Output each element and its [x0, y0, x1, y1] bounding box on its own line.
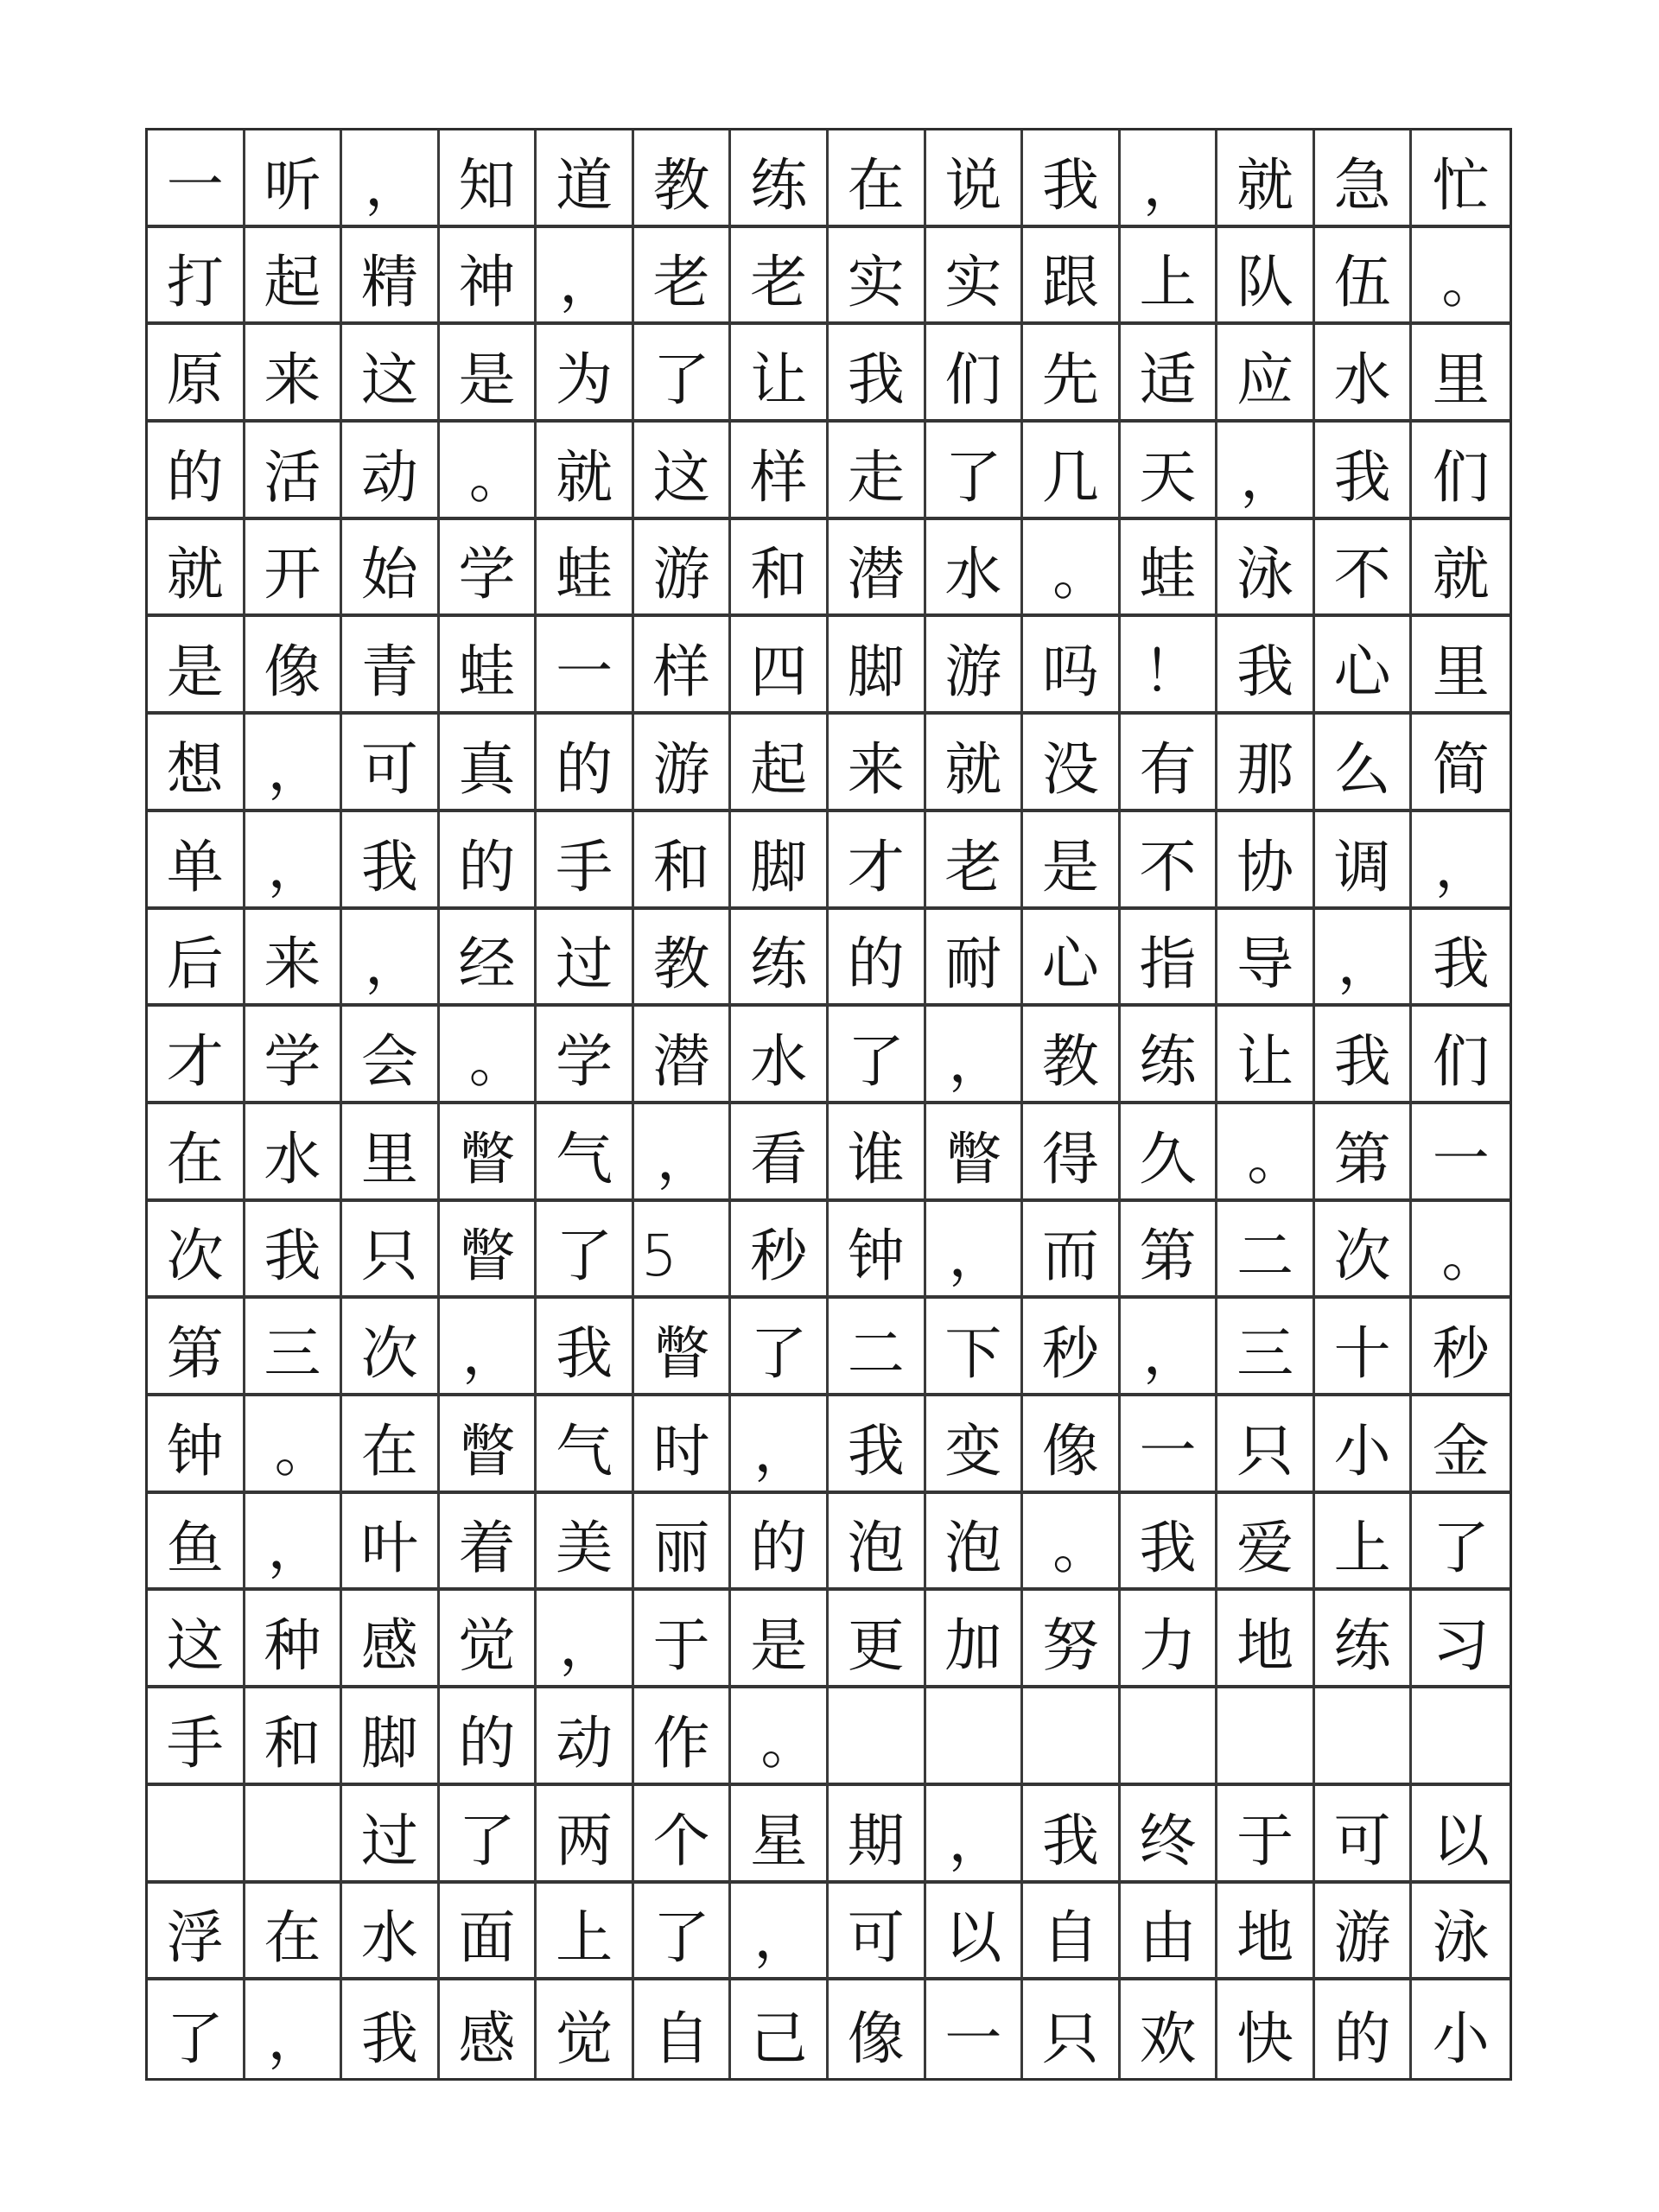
grid-cell: 脚 — [731, 812, 829, 910]
grid-cell: 以 — [1412, 1786, 1510, 1884]
grid-cell: 看 — [731, 1104, 829, 1202]
grid-cell: 快 — [1217, 1980, 1315, 2078]
grid-cell: 水 — [245, 1104, 343, 1202]
grid-cell: 在 — [148, 1104, 245, 1202]
grid-cell: 我 — [1315, 1007, 1413, 1104]
grid-cell: 变 — [926, 1396, 1024, 1494]
grid-cell: 于 — [634, 1591, 732, 1688]
grid-cell: 过 — [537, 910, 634, 1007]
grid-cell: 是 — [1023, 812, 1121, 910]
grid-cell: 游 — [1315, 1884, 1413, 1981]
grid-cell: ， — [1315, 910, 1413, 1007]
grid-cell: 手 — [148, 1688, 245, 1786]
grid-cell: 急 — [1315, 130, 1413, 228]
grid-cell: 在 — [342, 1396, 440, 1494]
grid-cell: 我 — [1023, 130, 1121, 228]
grid-cell: 实 — [829, 228, 926, 326]
grid-cell: 让 — [1217, 1007, 1315, 1104]
grid-cell: 心 — [1023, 910, 1121, 1007]
grid-cell: 游 — [634, 715, 732, 812]
grid-cell: 我 — [1023, 1786, 1121, 1884]
grid-cell: 单 — [148, 812, 245, 910]
grid-cell: 。 — [440, 1007, 537, 1104]
grid-cell-empty — [1121, 1688, 1218, 1786]
grid-cell: 和 — [731, 520, 829, 618]
grid-cell: 青 — [342, 617, 440, 715]
grid-cell: 一 — [926, 1980, 1024, 2078]
grid-cell: 地 — [1217, 1884, 1315, 1981]
grid-cell: 在 — [245, 1884, 343, 1981]
grid-cell: 泳 — [1412, 1884, 1510, 1981]
grid-cell: 就 — [1217, 130, 1315, 228]
grid-cell: 跟 — [1023, 228, 1121, 326]
grid-cell: 瞥 — [926, 1104, 1024, 1202]
grid-cell: 了 — [829, 1007, 926, 1104]
grid-cell: 伍 — [1315, 228, 1413, 326]
grid-cell: ， — [440, 1299, 537, 1396]
grid-cell: 只 — [342, 1202, 440, 1300]
grid-cell: 可 — [342, 715, 440, 812]
grid-cell: 丽 — [634, 1494, 732, 1592]
grid-cell: 调 — [1315, 812, 1413, 910]
grid-cell: 秒 — [731, 1202, 829, 1300]
grid-cell: 面 — [440, 1884, 537, 1981]
grid-cell: 习 — [1412, 1591, 1510, 1688]
grid-cell: 么 — [1315, 715, 1413, 812]
grid-cell: 小 — [1315, 1396, 1413, 1494]
grid-cell: 只 — [1023, 1980, 1121, 2078]
grid-cell: 知 — [440, 130, 537, 228]
grid-cell: 我 — [342, 1980, 440, 2078]
grid-cell: 老 — [731, 228, 829, 326]
grid-cell: 应 — [1217, 325, 1315, 423]
grid-cell: 二 — [829, 1299, 926, 1396]
grid-cell: 水 — [926, 520, 1024, 618]
grid-cell: 。 — [1217, 1104, 1315, 1202]
grid-cell: 气 — [537, 1104, 634, 1202]
grid-cell: 说 — [926, 130, 1024, 228]
grid-cell: 十 — [1315, 1299, 1413, 1396]
grid-cell: 作 — [634, 1688, 732, 1786]
grid-cell: ， — [1121, 130, 1218, 228]
grid-cell: 着 — [440, 1494, 537, 1592]
grid-cell: 走 — [829, 423, 926, 520]
grid-cell: 第 — [1315, 1104, 1413, 1202]
grid-cell: 学 — [440, 520, 537, 618]
grid-cell: 瞥 — [634, 1299, 732, 1396]
grid-cell: 打 — [148, 228, 245, 326]
grid-cell: 样 — [634, 617, 732, 715]
grid-cell: 爱 — [1217, 1494, 1315, 1592]
grid-cell: 这 — [342, 325, 440, 423]
grid-cell: ， — [342, 910, 440, 1007]
grid-cell-empty — [1217, 1688, 1315, 1786]
grid-cell: 上 — [1121, 228, 1218, 326]
grid-cell: 游 — [926, 617, 1024, 715]
grid-cell: 泡 — [829, 1494, 926, 1592]
grid-cell: 动 — [537, 1688, 634, 1786]
grid-cell: 里 — [1412, 617, 1510, 715]
grid-cell: 简 — [1412, 715, 1510, 812]
grid-cell: 一 — [148, 130, 245, 228]
grid-cell: 来 — [245, 910, 343, 1007]
grid-cell: 金 — [1412, 1396, 1510, 1494]
grid-cell: 神 — [440, 228, 537, 326]
grid-cell: 期 — [829, 1786, 926, 1884]
grid-cell: 会 — [342, 1007, 440, 1104]
grid-cell: 这 — [148, 1591, 245, 1688]
grid-cell: ！ — [1121, 617, 1218, 715]
grid-cell: 一 — [1412, 1104, 1510, 1202]
grid-cell: 手 — [537, 812, 634, 910]
grid-cell: 我 — [1315, 423, 1413, 520]
grid-cell: 泡 — [926, 1494, 1024, 1592]
grid-cell: 于 — [1217, 1786, 1315, 1884]
writing-grid — [145, 128, 1512, 2081]
grid-cell: 5 — [634, 1202, 732, 1300]
grid-cell: 久 — [1121, 1104, 1218, 1202]
grid-cell: 我 — [1217, 617, 1315, 715]
grid-cell: 像 — [245, 617, 343, 715]
grid-cell: 两 — [537, 1786, 634, 1884]
grid-cell: ， — [1121, 1299, 1218, 1396]
grid-cell: 协 — [1217, 812, 1315, 910]
grid-cell: 次 — [1315, 1202, 1413, 1300]
grid-cell: 像 — [1023, 1396, 1121, 1494]
grid-cell: 没 — [1023, 715, 1121, 812]
grid-cell: 我 — [537, 1299, 634, 1396]
grid-cell: 不 — [1121, 812, 1218, 910]
grid-cell: 第 — [1121, 1202, 1218, 1300]
grid-cell: 教 — [1023, 1007, 1121, 1104]
grid-cell: 们 — [926, 325, 1024, 423]
grid-cell: ， — [245, 715, 343, 812]
grid-cell-empty — [1412, 1688, 1510, 1786]
grid-cell: 上 — [537, 1884, 634, 1981]
grid-cell: 。 — [1023, 520, 1121, 618]
grid-cell: 学 — [537, 1007, 634, 1104]
grid-cell: 老 — [926, 812, 1024, 910]
grid-cell: 叶 — [342, 1494, 440, 1592]
grid-cell-empty — [1023, 1688, 1121, 1786]
grid-cell: 开 — [245, 520, 343, 618]
grid-cell: 秒 — [1023, 1299, 1121, 1396]
grid-cell: 只 — [1217, 1396, 1315, 1494]
grid-cell: 们 — [1412, 423, 1510, 520]
grid-cell: 老 — [634, 228, 732, 326]
grid-cell: 。 — [440, 423, 537, 520]
grid-cell: 。 — [1412, 1202, 1510, 1300]
grid-cell: 。 — [731, 1688, 829, 1786]
grid-cell: 潜 — [634, 1007, 732, 1104]
grid-cell: ， — [1217, 423, 1315, 520]
grid-cell: 了 — [537, 1202, 634, 1300]
grid-cell: 几 — [1023, 423, 1121, 520]
grid-cell: 先 — [1023, 325, 1121, 423]
grid-cell: 实 — [926, 228, 1024, 326]
grid-cell: 里 — [1412, 325, 1510, 423]
grid-cell: 下 — [926, 1299, 1024, 1396]
grid-cell: ， — [926, 1202, 1024, 1300]
grid-cell: 瞥 — [440, 1104, 537, 1202]
grid-cell: 吗 — [1023, 617, 1121, 715]
grid-cell: 不 — [1315, 520, 1413, 618]
grid-cell: 浮 — [148, 1884, 245, 1981]
grid-cell: 四 — [731, 617, 829, 715]
grid-cell: 像 — [829, 1980, 926, 2078]
grid-cell: 是 — [148, 617, 245, 715]
grid-cell: 我 — [1412, 910, 1510, 1007]
grid-cell: 的 — [1315, 1980, 1413, 2078]
grid-cell-empty — [926, 1688, 1024, 1786]
grid-cell: 和 — [245, 1688, 343, 1786]
grid-cell: 自 — [634, 1980, 732, 2078]
grid-cell: 的 — [440, 1688, 537, 1786]
grid-cell: 了 — [634, 325, 732, 423]
grid-cell: 我 — [1121, 1494, 1218, 1592]
grid-cell: 潜 — [829, 520, 926, 618]
grid-cell: 蛙 — [537, 520, 634, 618]
grid-cell: 一 — [1121, 1396, 1218, 1494]
grid-cell: 我 — [245, 1202, 343, 1300]
grid-cell: 蛙 — [440, 617, 537, 715]
grid-cell: 加 — [926, 1591, 1024, 1688]
grid-cell-empty — [148, 1786, 245, 1884]
grid-cell: ， — [342, 130, 440, 228]
grid-cell: 感 — [342, 1591, 440, 1688]
grid-cell: 我 — [342, 812, 440, 910]
grid-cell: 教 — [634, 130, 732, 228]
grid-cell: 里 — [342, 1104, 440, 1202]
grid-cell: 样 — [731, 423, 829, 520]
grid-cell: 练 — [1121, 1007, 1218, 1104]
grid-cell: 才 — [829, 812, 926, 910]
grid-cell: 二 — [1217, 1202, 1315, 1300]
grid-cell: 觉 — [440, 1591, 537, 1688]
grid-cell: 蛙 — [1121, 520, 1218, 618]
grid-cell: 教 — [634, 910, 732, 1007]
grid-cell: 钟 — [148, 1396, 245, 1494]
grid-cell: 谁 — [829, 1104, 926, 1202]
grid-cell: 可 — [829, 1884, 926, 1981]
grid-cell: 是 — [440, 325, 537, 423]
grid-cell: 导 — [1217, 910, 1315, 1007]
grid-cell: 练 — [1315, 1591, 1413, 1688]
grid-cell: 力 — [1121, 1591, 1218, 1688]
grid-cell: ， — [245, 1494, 343, 1592]
grid-cell: 学 — [245, 1007, 343, 1104]
grid-cell: 的 — [440, 812, 537, 910]
grid-cell: 一 — [537, 617, 634, 715]
grid-cell: ， — [245, 1980, 343, 2078]
grid-cell: 了 — [148, 1980, 245, 2078]
grid-cell: 就 — [537, 423, 634, 520]
grid-cell: 气 — [537, 1396, 634, 1494]
grid-cell: 觉 — [537, 1980, 634, 2078]
grid-cell: ， — [634, 1104, 732, 1202]
grid-cell: 们 — [1412, 1007, 1510, 1104]
grid-cell: 更 — [829, 1591, 926, 1688]
grid-cell: 小 — [1432, 2005, 1490, 2072]
grid-cell: 起 — [245, 228, 343, 326]
grid-cell: 为 — [537, 325, 634, 423]
grid-cell: 鱼 — [148, 1494, 245, 1592]
grid-cell: 星 — [731, 1786, 829, 1884]
grid-cell: 由 — [1121, 1884, 1218, 1981]
grid-cell: 钟 — [829, 1202, 926, 1300]
grid-cell: 精 — [342, 228, 440, 326]
grid-cell: 终 — [1121, 1786, 1218, 1884]
grid-cell: 了 — [731, 1299, 829, 1396]
grid-cell: 三 — [1217, 1299, 1315, 1396]
grid-cell-empty — [245, 1786, 343, 1884]
grid-cell: 来 — [245, 325, 343, 423]
grid-cell: 水 — [342, 1884, 440, 1981]
grid-cell: 时 — [634, 1396, 732, 1494]
grid-cell-empty — [1315, 1688, 1413, 1786]
grid-cell: 脚 — [342, 1688, 440, 1786]
grid-cell: 忙 — [1412, 130, 1510, 228]
grid-cell: 我 — [829, 325, 926, 423]
grid-cell: 水 — [731, 1007, 829, 1104]
grid-cell: 就 — [1412, 520, 1510, 618]
grid-cell: 练 — [731, 910, 829, 1007]
grid-cell: 就 — [926, 715, 1024, 812]
grid-cell: 瞥 — [440, 1396, 537, 1494]
grid-cell: 得 — [1023, 1104, 1121, 1202]
grid-cell: 三 — [245, 1299, 343, 1396]
grid-cell: 起 — [731, 715, 829, 812]
grid-cell: 来 — [829, 715, 926, 812]
grid-cell: 了 — [926, 423, 1024, 520]
grid-cell: 我 — [829, 1396, 926, 1494]
grid-cell: 活 — [245, 423, 343, 520]
grid-cell: 了 — [634, 1884, 732, 1981]
grid-cell: 的 — [537, 715, 634, 812]
grid-cell: 道 — [537, 130, 634, 228]
grid-cell: 次 — [342, 1299, 440, 1396]
grid-cell: ， — [1412, 812, 1510, 910]
grid-cell: 让 — [731, 325, 829, 423]
grid-cell: 是 — [731, 1591, 829, 1688]
grid-cell: 这 — [634, 423, 732, 520]
grid-cell: 的 — [148, 423, 245, 520]
grid-cell: ， — [537, 1591, 634, 1688]
grid-cell: 。 — [1412, 228, 1510, 326]
grid-cell: 游 — [634, 520, 732, 618]
grid-cell: 。 — [245, 1396, 343, 1494]
grid-cell: 泳 — [1217, 520, 1315, 618]
grid-cell: 始 — [342, 520, 440, 618]
grid-cell: 就 — [148, 520, 245, 618]
grid-cell: 的 — [731, 1494, 829, 1592]
grid-cell: ， — [926, 1786, 1024, 1884]
grid-cell: 以 — [926, 1884, 1024, 1981]
grid-cell: 欢 — [1121, 1980, 1218, 2078]
grid-cell: 脚 — [829, 617, 926, 715]
grid-cell: 队 — [1217, 228, 1315, 326]
grid-cell: 水 — [1315, 325, 1413, 423]
grid-cell: ， — [537, 228, 634, 326]
grid-cell: 种 — [245, 1591, 343, 1688]
grid-cell: 指 — [1121, 910, 1218, 1007]
grid-cell: 那 — [1217, 715, 1315, 812]
grid-cell: 次 — [148, 1202, 245, 1300]
grid-cell: 了 — [1412, 1494, 1510, 1592]
grid-cell: 感 — [440, 1980, 537, 2078]
grid-cell: 而 — [1023, 1202, 1121, 1300]
grid-cell: 耐 — [926, 910, 1024, 1007]
grid-cell: 心 — [1315, 617, 1413, 715]
grid-cell: 听 — [245, 130, 343, 228]
grid-cell: 自 — [1023, 1884, 1121, 1981]
grid-cell: 瞥 — [440, 1202, 537, 1300]
grid-cell: 可 — [1315, 1786, 1413, 1884]
grid-cell: 天 — [1121, 423, 1218, 520]
grid-cell: 地 — [1217, 1591, 1315, 1688]
grid-cell: 适 — [1121, 325, 1218, 423]
grid-cell: 个 — [634, 1786, 732, 1884]
grid-cell: 的 — [829, 910, 926, 1007]
grid-cell: 美 — [537, 1494, 634, 1592]
grid-cell: ， — [731, 1396, 829, 1494]
grid-cell: 第 — [148, 1299, 245, 1396]
grid-cell: 和 — [634, 812, 732, 910]
grid-cell: ， — [731, 1884, 829, 1981]
grid-cell: 秒 — [1412, 1299, 1510, 1396]
grid-cell: 原 — [148, 325, 245, 423]
grid-cell: 了 — [440, 1786, 537, 1884]
grid-cell: ， — [926, 1007, 1024, 1104]
grid-cell: 才 — [148, 1007, 245, 1104]
grid-cell: 练 — [731, 130, 829, 228]
grid-cell: 真 — [440, 715, 537, 812]
grid-cell: 后 — [148, 910, 245, 1007]
grid-cell-empty — [829, 1688, 926, 1786]
grid-cell: 上 — [1315, 1494, 1413, 1592]
grid-cell: ， — [245, 812, 343, 910]
grid-cell: 有 — [1121, 715, 1218, 812]
grid-cell: 想 — [148, 715, 245, 812]
grid-cell: 己 — [731, 1980, 829, 2078]
grid-cell: 经 — [440, 910, 537, 1007]
grid-cell: 动 — [342, 423, 440, 520]
grid-cell: 过 — [342, 1786, 440, 1884]
grid-cell: 努 — [1023, 1591, 1121, 1688]
grid-cell: 。 — [1023, 1494, 1121, 1592]
grid-cell: 在 — [829, 130, 926, 228]
